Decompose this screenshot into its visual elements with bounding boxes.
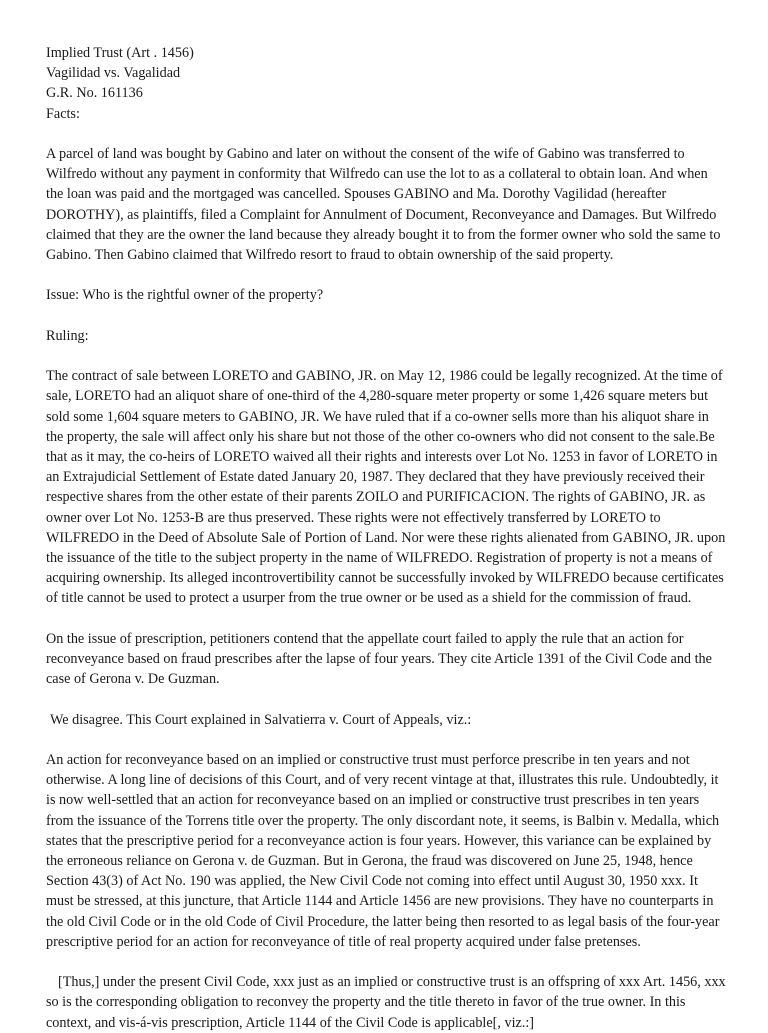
ruling-paragraph-2: On the issue of prescription, petitioners contend that the appellate court failed to apply the rule that an action for reconveyance based on fraud prescribes after the lapse of four years. They cite Article 1391 of the Civil Code and the case of Gerona v. De Guzman.	[46, 630, 712, 688]
document-title: Implied Trust (Art . 1456)	[46, 45, 194, 61]
document-page	[46, 43, 726, 1033]
facts-paragraph: A parcel of land was bought by Gabino and later on without the consent of the wife of Gabino was transferred to Wilfredo without any payment in conformity that Wilfredo can use the lot to as a collateral to obtain loan. And when the loan was paid and the mortgaged was cancelled. Spouses GABINO and Ma. Dorothy Vagilidad (hereafter DOROTHY), as plaintiffs, filed a Complaint for Annulment of Document, Reconveyance and Damages. But Wilfredo claimed that they are the owner the land because they already bought it to from the former owner who sold the same to Gabino. Then Gabino claimed that Wilfredo resort to fraud to obtain ownership of the said property.	[46, 146, 721, 264]
quoted-paragraph-2-text: [Thus,] under the present Civil Code, xxx just as an implied or constructive trust is an offspring of xxx Art. 1456, xxx so is the corresponding obligation to reconvey the property and the title thereto in favor of the true owner. In this context, and vis-á-vis prescription, Article 1144 of the Civil Code is applicable[, viz.:]	[46, 974, 726, 1031]
ruling-paragraph-3: We disagree. This Court explained in Salvatierra v. Court of Appeals, viz.:	[50, 711, 472, 728]
gr-number: G.R. No. 161136	[46, 85, 143, 102]
document-header	[46, 43, 726, 124]
ruling-heading: Ruling:	[46, 327, 89, 344]
case-name: Vagilidad vs. Vagalidad	[46, 65, 181, 82]
quoted-paragraph-1: An action for reconveyance based on an implied or constructive trust must perforce prescribe in ten years and not otherwise. A long line of decisions of this Court, and of very recent vintage at that, illustrates this rule. Undoubtedly, it is now well-settled that an action for reconveyance based on an implied or constructive trust prescribes in ten years from the issuance of the Torrens title over the property. The only discordant note, it seems, is Balbin v. Medalla, which states that the prescriptive period for a reconveyance action is four years. However, this variance can be explained by the erroneous reliance on Gerona v. de Guzman. But in Gerona, the fraud was discovered on June 25, 1948, hence Section 43(3) of Act No. 190 was applied, the New Civil Code not coming into effect until August 30, 1950 xxx. It must be stressed, at this juncture, that Article 1144 and Article 1456 are new provisions. They have no counterparts in the old Civil Code or in the old Code of Civil Procedure, the latter being then resorted to as legal basis of the four-year prescriptive period for an action for reconveyance of title of real property acquired under false pretenses.	[46, 752, 720, 950]
ruling-paragraph-1: The contract of sale between LORETO and GABINO, JR. on May 12, 1986 could be legally recognized. At the time of sale, LORETO had an aliquot share of one-third of the 4,280-square meter property or some 1,426 square meters but sold some 1,604 square meters to GABINO, JR. We have ruled that if a co-owner sells more than his aliquot share in the property, the sale will affect only his share but not those of the other co-owners who did not consent to the sale.Be that as it may, the co-heirs of LORETO waived all their rights and interests over Lot No. 1253 in favor of LORETO in an Extrajudicial Settlement of Estate dated January 20, 1987. They declared that they have previously received their respective shares from the other estate of their parents ZOILO and PURIFICACION. The rights of GABINO, JR. as owner over Lot No. 1253-B are thus preserved. These rights were not effectively transferred by LORETO to WILFREDO in the Deed of Absolute Sale of Portion of Land. Nor were these rights alienated from GABINO, JR. upon the issuance of the title to the subject property in the name of WILFREDO. Registration of property is not a means of acquiring ownership. Its alleged incontrovertibility cannot be successfully invoked by WILFREDO because certificates of title cannot be used to protect a usurper from the true owner or be used as a shield for the commission of fraud.	[46, 368, 726, 607]
facts-heading: Facts:	[46, 105, 80, 122]
issue-paragraph: Issue: Who is the rightful owner of the property?	[46, 287, 324, 304]
